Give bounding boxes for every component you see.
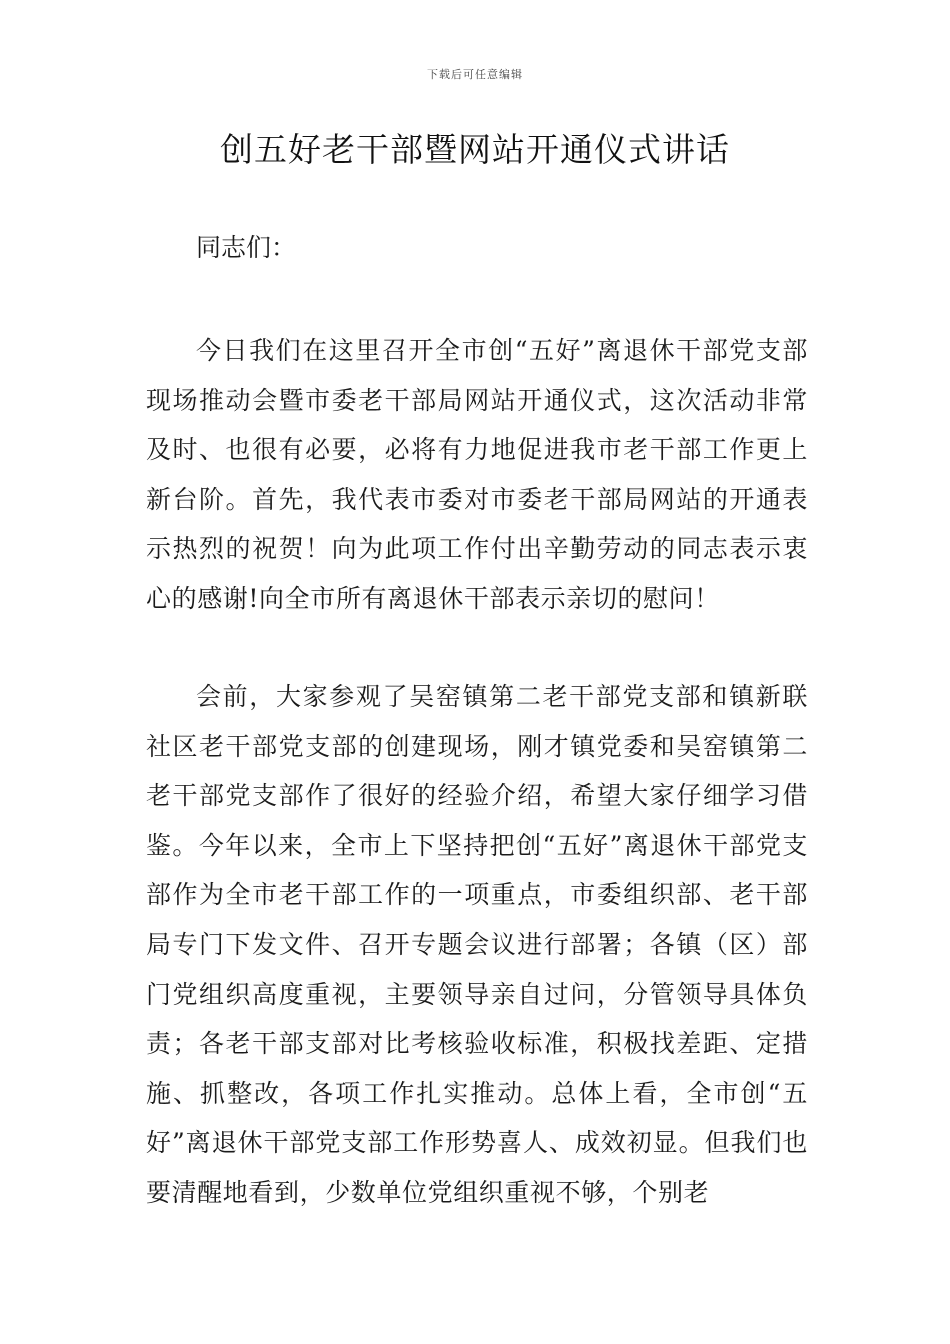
salutation: 同志们： (196, 233, 297, 262)
document-title: 创五好老干部暨网站开通仪式讲话 (220, 130, 730, 169)
header-note: 下载后可任意编辑 (427, 68, 523, 81)
body-paragraph: 会前，大家参观了吴窑镇第二老干部党支部和镇新联社区老干部党支部的创建现场，刚才镇党委和吴窑镇第二老干部党支部作了很好的经验介绍，希望大家仔细学习借鉴。今年以来，全市上下坚持把创“五好”离退休干部党支部作为全市老干部工作的一项重点，市委组织部、老干部局专门下发文件、召开专题会议进行部署；各镇（区）部门党组织高度重视，主要领导亲自过问，分管领导具体负责；各老干部支部对比考核验收标准，积极找差距、定措施、抓整改，各项工作扎实推动。总体上看，全市创“五好”离退休干部党支部工作形势喜人、成效初显。但我们也要清醒地看到，少数单位党组织重视不够，个别老 (146, 682, 808, 1207)
body-paragraph: 今日我们在这里召开全市创“五好”离退休干部党支部现场推动会暨市委老干部局网站开通仪式，这次活动非常及时、也很有必要，必将有力地促进我市老干部工作更上新台阶。首先，我代表市委对市委老干部局网站的开通表示热烈的祝贺！向为此项工作付出辛勤劳动的同志表示衷心的感谢!向全市所有离退休干部表示亲切的慰问！ (146, 336, 808, 613)
